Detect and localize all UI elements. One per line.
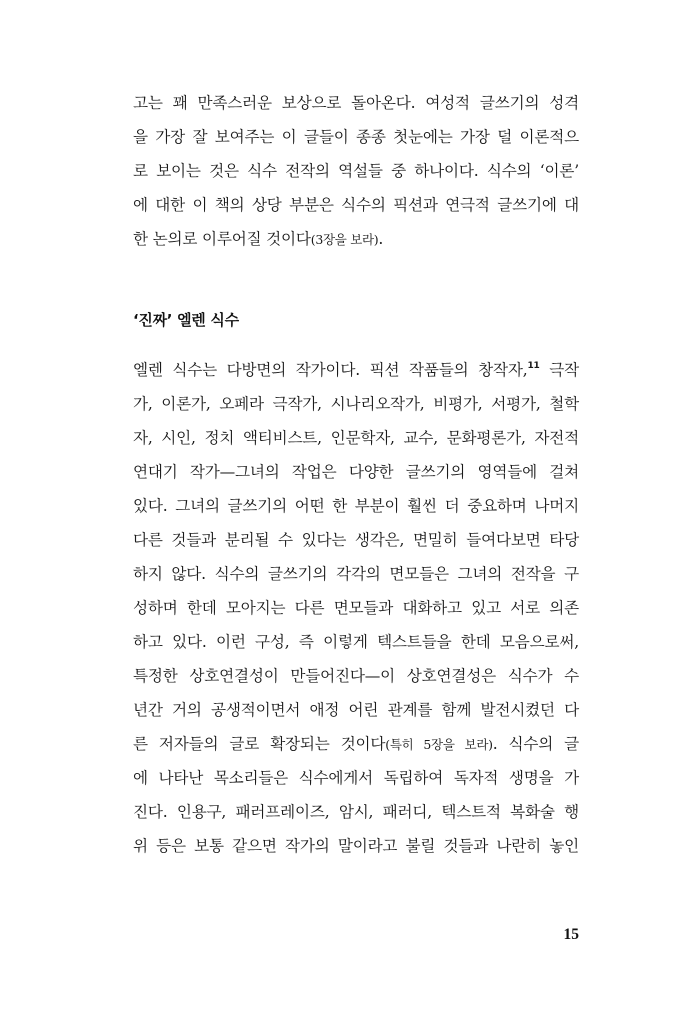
paragraph-intro (133, 86, 579, 256)
line-tail: . (378, 230, 384, 248)
text-line: 특정한 상호연결성이 만들어진다—이 상호연결성은 식수가 수 (133, 667, 579, 685)
line-tail: 극작 (539, 361, 579, 379)
text-line: 위 등은 보통 같으면 작가의 말이라고 불릴 것들과 나란히 놓인 (133, 837, 579, 855)
text-line: 있다. 그녀의 글쓰기의 어떤 한 부분이 훨씬 더 중요하며 나머지 (133, 497, 579, 515)
chapter-reference: (특히 5장을 보라) (385, 737, 493, 752)
text-line: 성하며 한데 모아지는 다른 면모들과 대화하고 있고 서로 의존 (133, 599, 579, 617)
text-line (133, 222, 579, 256)
text-line: 고는 꽤 만족스러운 보상으로 돌아온다. 여성적 글쓰기의 성격 (133, 94, 579, 112)
line-text: 엘렌 식수는 다방면의 작가이다. 픽션 작품들의 창작자, (133, 361, 528, 379)
text-line (133, 727, 579, 761)
text-line: 하고 있다. 이런 구성, 즉 이렇게 텍스트들을 한데 모음으로써, (133, 633, 579, 651)
text-line: 에 대한 이 책의 상당 부분은 식수의 픽션과 연극적 글쓰기에 대 (133, 196, 579, 214)
line-text: 한 논의로 이루어질 것이다 (133, 230, 311, 248)
text-line: 다른 것들과 분리될 수 있다는 생각은, 면밀히 들여다보면 타당 (133, 531, 579, 549)
text-line: 진다. 인용구, 패러프레이즈, 암시, 패러디, 텍스트적 복화술 행 (133, 803, 579, 821)
section-heading: ‘진짜’ 엘렌 식수 (133, 311, 239, 329)
paragraph-real-cixous (133, 353, 579, 863)
page-number: 15 (563, 926, 579, 943)
text-line: 년간 거의 공생적이면서 애정 어린 관계를 함께 발전시켰던 다 (133, 701, 579, 719)
text-line: 을 가장 잘 보여주는 이 글들이 종종 첫눈에는 가장 덜 이론적으 (133, 128, 579, 146)
line-tail: . 식수의 글 (492, 735, 579, 753)
text-line (133, 353, 579, 387)
text-line: 연대기 작가—그녀의 작업은 다양한 글쓰기의 영역들에 걸쳐 (133, 463, 579, 481)
text-line: 에 나타난 목소리들은 식수에게서 독립하여 독자적 생명을 가 (133, 769, 579, 787)
chapter-reference: (3장을 보라) (310, 232, 379, 247)
text-line: 하지 않다. 식수의 글쓰기의 각각의 면모들은 그녀의 전작을 구 (133, 565, 579, 583)
text-line: 로 보이는 것은 식수 전작의 역설들 중 하나이다. 식수의 ‘이론’ (133, 162, 579, 180)
text-line: 가, 이론가, 오페라 극작가, 시나리오작가, 비평가, 서평가, 철학 (133, 395, 579, 413)
line-text: 른 저자들의 글로 확장되는 것이다 (133, 735, 386, 753)
footnote-marker[interactable]: 11 (527, 361, 540, 371)
text-line: 자, 시인, 정치 액티비스트, 인문학자, 교수, 문화평론가, 자전적 (133, 429, 579, 447)
